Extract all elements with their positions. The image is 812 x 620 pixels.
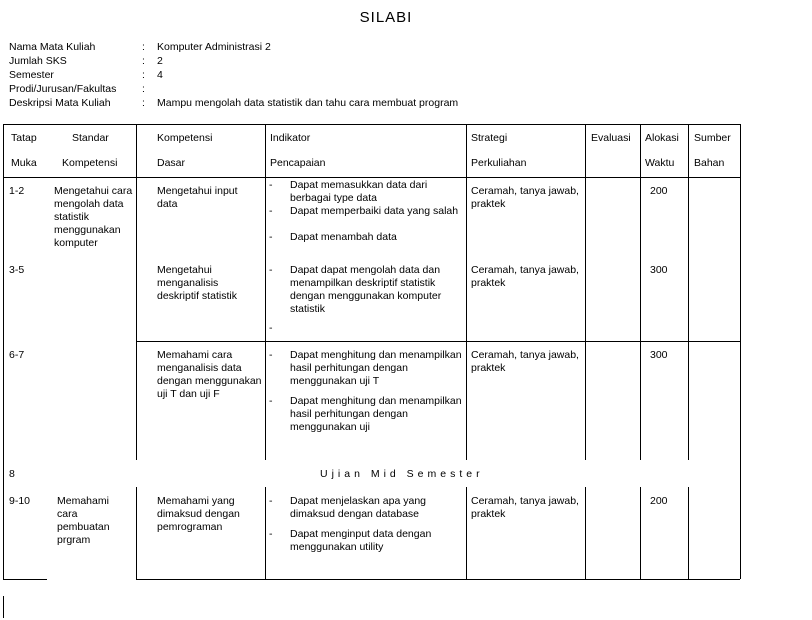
bullet: - <box>269 264 273 276</box>
bullet: - <box>269 231 273 243</box>
document-title: SILABI <box>359 9 413 26</box>
row-tatap-1-2: 1-2 <box>9 185 25 197</box>
table-bottom-border <box>136 579 740 580</box>
meta-colon: : <box>142 83 145 95</box>
header-strategi: Strategi <box>471 132 508 144</box>
header-waktu: Waktu <box>645 157 675 169</box>
row-standar-1: Mengetahui cara mengolah data statistik menggunakan komputer <box>54 185 133 249</box>
bullet: - <box>269 205 273 217</box>
indikator-text: Dapat menjelaskan apa yang dimaksud dengan database <box>290 495 427 520</box>
bullet: - <box>269 349 273 361</box>
header-perkuliahan: Perkuliahan <box>471 157 527 169</box>
row-kompetensi-1-2: Mengetahui input data <box>157 185 238 210</box>
header-pencapaian: Pencapaian <box>270 157 326 169</box>
header-sumber: Sumber <box>694 132 731 144</box>
row-alokasi-9-10: 200 <box>650 495 668 507</box>
row-strategi-3-5: Ceramah, tanya jawab, praktek <box>471 264 579 289</box>
row-kompetensi-6-7: Memahami cara menganalisis data dengan menggunakan uji T dan uji F <box>157 349 262 400</box>
row-kompetensi-3-5: Mengetahui menganalisis deskriptif statistik <box>157 264 237 302</box>
meta-value-deskripsi: Mampu mengolah data statistik dan tahu cara membuat program <box>157 97 459 109</box>
column-divider <box>136 124 137 460</box>
meta-label-semester: Semester <box>9 69 54 81</box>
table-bottom-border <box>3 579 47 580</box>
bullet: - <box>269 179 273 191</box>
row-tatap-9-10: 9-10 <box>9 495 31 507</box>
meta-colon: : <box>142 55 145 67</box>
row-kompetensi-9-10: Memahami yang dimaksud dengan pemrograman <box>157 495 240 533</box>
column-divider <box>466 124 467 460</box>
meta-colon: : <box>142 97 145 109</box>
column-divider <box>585 487 586 579</box>
table-top-border <box>3 124 740 125</box>
row-alokasi-6-7: 300 <box>650 349 668 361</box>
row-alokasi-1-2: 200 <box>650 185 668 197</box>
meta-label-deskripsi: Deskripsi Mata Kuliah <box>9 97 111 109</box>
meta-colon: : <box>142 41 145 53</box>
column-divider <box>466 487 467 579</box>
indikator-text: Dapat dapat mengolah data dan menampilkan deskriptif statistik dengan menggunakan komputer statistik <box>290 264 442 315</box>
indikator-text: Dapat menambah data <box>290 231 397 243</box>
meta-label-sks: Jumlah SKS <box>9 55 67 67</box>
meta-value-semester: 4 <box>157 69 163 81</box>
page-margin-mark <box>3 596 4 618</box>
header-tatap: Tatap <box>11 132 37 144</box>
meta-value-sks: 2 <box>157 55 163 67</box>
row-divider <box>136 341 740 342</box>
column-divider <box>265 487 266 579</box>
header-indikator: Indikator <box>270 132 311 144</box>
column-divider <box>265 124 266 460</box>
meta-value-course: Komputer Administrasi 2 <box>157 41 271 53</box>
column-divider <box>688 124 689 460</box>
header-standar: Standar <box>72 132 109 144</box>
header-kompetensi: Kompetensi <box>157 132 213 144</box>
row-standar-2: Memahami cara pembuatan prgram <box>57 495 110 546</box>
header-evaluasi: Evaluasi <box>591 132 631 144</box>
header-muka: Muka <box>11 157 37 169</box>
row-strategi-1-2: Ceramah, tanya jawab, praktek <box>471 185 579 210</box>
indikator-text: Dapat memasukkan data dari berbagai type data <box>290 179 428 204</box>
bullet: - <box>269 322 273 334</box>
indikator-text: Dapat memperbaiki data yang salah <box>290 205 459 217</box>
indikator-text: Dapat menghitung dan menampilkan hasil perhitungan dengan menggunakan uji <box>290 395 462 433</box>
header-alokasi: Alokasi <box>645 132 679 144</box>
meta-colon: : <box>142 69 145 81</box>
bullet: - <box>269 495 273 507</box>
indikator-text: Dapat menghitung dan menampilkan hasil perhitungan dengan menggunakan uji T <box>290 349 462 387</box>
column-divider <box>640 124 641 460</box>
table-header-border <box>3 177 740 178</box>
row-alokasi-3-5: 300 <box>650 264 668 276</box>
row-strategi-6-7: Ceramah, tanya jawab, praktek <box>471 349 579 374</box>
header-bahan: Bahan <box>694 157 725 169</box>
header-dasar: Dasar <box>157 157 186 169</box>
bullet: - <box>269 528 273 540</box>
row-tatap-6-7: 6-7 <box>9 349 25 361</box>
header-standar-kompetensi: Kompetensi <box>62 157 118 169</box>
bullet: - <box>269 395 273 407</box>
table-left-border <box>3 124 4 579</box>
column-divider <box>640 487 641 579</box>
indikator-text: Dapat menginput data dengan menggunakan utility <box>290 528 432 553</box>
table-right-border <box>740 124 741 579</box>
row-tatap-8: 8 <box>9 468 15 480</box>
mid-semester-exam-label: Ujian Mid Semester <box>320 468 484 480</box>
row-tatap-3-5: 3-5 <box>9 264 25 276</box>
column-divider <box>585 124 586 460</box>
column-divider <box>136 487 137 579</box>
meta-label-course: Nama Mata Kuliah <box>9 41 96 53</box>
row-strategi-9-10: Ceramah, tanya jawab, praktek <box>471 495 579 520</box>
column-divider <box>688 487 689 579</box>
meta-label-prodi: Prodi/Jurusan/Fakultas <box>9 83 117 95</box>
